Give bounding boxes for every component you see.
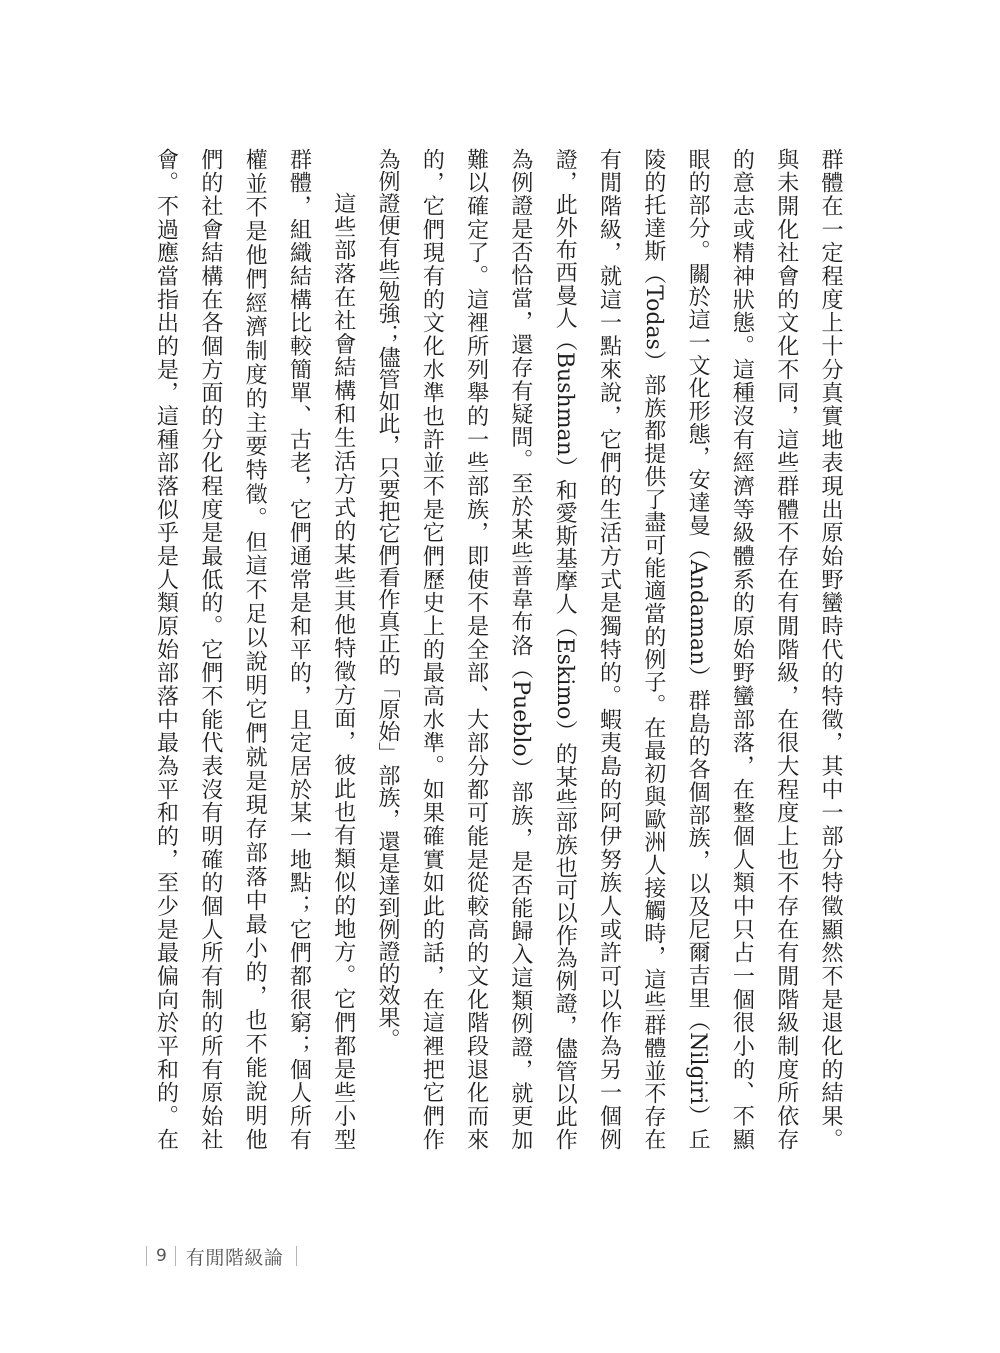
- text-column: 群體，組織結構比較簡單、古老，它們通常是和平的，且定居於某一地點；它們都很窮；個人所有: [286, 148, 312, 1150]
- book-title: 有閒階級論: [185, 1246, 284, 1269]
- text-column: 眼的部分。關於這一文化形態，安達曼（Andaman）群島的各個部族，以及尼爾吉里（Nilgiri）丘: [685, 148, 711, 1150]
- text-column: 的，它們現有的文化水準也許並不是它們歷史上的最高水準。如果確實如此的話，在這裡把它們作: [419, 148, 445, 1150]
- text-column: 為例證是否恰當，還存有疑問。至於某些普韋布洛（Pueblo）部族，是否能歸入這類例證，就更加: [507, 148, 533, 1150]
- body-text: [143, 148, 852, 1150]
- footer-divider: [146, 1246, 147, 1266]
- text-column: 們的社會結構在各個方面的分化程度是最低的。它們不能代表沒有明確的個人所有制的所有原始社: [197, 148, 223, 1150]
- text-column-paragraph-end: 為例證便有些勉強；儘管如此，只要把它們看作真正的「原始」部族，還是達到例證的效果。: [375, 148, 401, 1050]
- footer-divider: [175, 1246, 176, 1266]
- text-column: 的意志或精神狀態。這種沒有經濟等級體系的原始野蠻部落，在整個人類中只占一個很小的、不顯: [729, 148, 755, 1150]
- text-column: 有閒階級，就這一點來說，它們的生活方式是獨特的。蝦夷島的阿伊努族人或許可以作為另一個例: [596, 148, 622, 1150]
- text-column: 證，此外布西曼人（Bushman）和愛斯基摩人（Eskimo）的某些部族也可以作為例證，儘管以此作: [552, 148, 578, 1150]
- text-column: 陵的托達斯（Todas）部族都提供了盡可能適當的例子。在最初與歐洲人接觸時，這些群體並不存在: [640, 148, 666, 1150]
- text-column: 難以確定了。這裡所列舉的一些部族，即使不是全部、大部分都可能是從較高的文化階段退化而來: [463, 148, 489, 1150]
- footer-divider: [296, 1246, 297, 1266]
- text-column: 與未開化社會的文化不同，這些群體不存在有閒階級，在很大程度上也不存在有閒階級制度所依存: [773, 148, 799, 1150]
- text-column: 群體在一定程度上十分真實地表現出原始野蠻時代的特徵，其中一部分特徵顯然不是退化的結果。: [818, 148, 843, 1150]
- running-footer: [146, 1244, 297, 1268]
- text-column: 權並不是他們經濟制度的主要特徵。但這不足以說明它們就是現存部落中最小的，也不能說明他: [242, 148, 268, 1150]
- text-column: 會。不過應當指出的是，這種部落似乎是人類原始部落中最為平和的，至少是最偏向於平和的。在: [153, 148, 179, 1150]
- page-number: 9: [156, 1246, 167, 1266]
- text-column-paragraph-start: 這些部落在社會結構和生活方式的某些其他特徵方面，彼此也有類似的地方。它們都是些小型: [330, 192, 356, 1150]
